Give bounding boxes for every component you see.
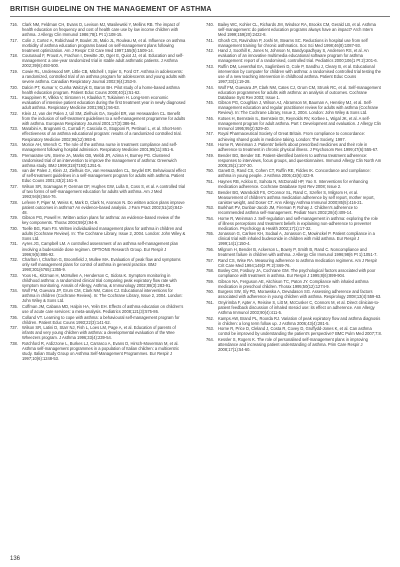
reference-number: 741. bbox=[206, 37, 214, 43]
reference-number: 726. bbox=[10, 168, 18, 174]
reference-entry bbox=[206, 258, 382, 268]
reference-text: Colin J, Cortez A, Robichaud P, Boulet JS, Malo JL, Rouleau M, et al. Influence on asthma morbidity of asthma education programs based on self-management plans following treatment optimization. Am J Respir Crit Care Med 1997;155(5):1509-14. bbox=[22, 37, 186, 53]
reference-number: 725. bbox=[10, 152, 18, 158]
reference-number: 734. bbox=[10, 288, 18, 294]
reference-text: Burkhart PV, Dunbar-Jacob JM, Fireman P, Rohay J. Children's adherence to recommended asthma self-management. Pediatr Nurs 2002;28(4):409-14. bbox=[218, 205, 358, 216]
reference-entry bbox=[10, 288, 186, 303]
reference-text: Couturaud F, Proust A, Frachon I, Dewitte JD, Oger E, Quiot JJ, et al. Education and self-management: a one-year randomized trial in stable adult asthmatic patients. J Asthma 2002;39(6):493-500. bbox=[22, 53, 184, 69]
reference-number: 733. bbox=[10, 272, 18, 278]
reference-number: 755. bbox=[206, 231, 214, 237]
reference-entry bbox=[10, 153, 186, 168]
reference-number: 740. bbox=[206, 22, 214, 27]
reference-entry bbox=[206, 38, 382, 48]
reference-text: Gibson PG, Coughlan J, Wilson AJ, Abramson M, Bauman A, Hensley MJ, et al. Self-management education and regular practitioner review for adults with asthma (Cochrane Review). In: The Cochrane Library, Issue 2, 2004. London: John Wiley & Sons Ltd. bbox=[218, 100, 379, 116]
reference-text: Ruffin DM, Leventhal EA, Saglimbeni D, Cole P, Sandhu J, Cleary B, et al. Educational intervention by computer for children with asthma: a randomised controlled trial testing the use of a new teaching intervention in childhood asthma. Patient Educ Couns 1997;33(1):19-28. bbox=[218, 63, 381, 85]
reference-entry bbox=[10, 241, 186, 256]
reference-text: Yoos HL, Kitzman H, McMullen A, Henderson C, Sidora K. Symptom monitoring in childhood asthma: a randomized clinical trial comparing peak expiratory flow rate with symptom monitoring. Annals of Allergy, Asthma, & Immunology 2002;88(3):283-91. bbox=[22, 272, 177, 288]
reference-text: van der Palen J, Klein JJ, Zielhuis GA, van Herwaarden CL, Seydel ER. Behavioural effect of self-treatment guidelines in a self-management program for adults with asthma. Patient Educ Couns 2001;43(2):161-9. bbox=[22, 168, 186, 184]
reference-entry bbox=[10, 315, 186, 325]
reference-number: 723. bbox=[10, 126, 18, 132]
reference-text: Rotchford R, Ardizzone L, Burkes LJ, Carrasco A, Evans D, Hirsch-Moverman M, et al. Asthma self-management programmes in a population of Italian children: a multicentric study. Italian Study Group on Asthma Self-Management Programmes. Eur Respir J 1997;10(6):1248-53. bbox=[22, 340, 180, 361]
reference-entry bbox=[206, 116, 382, 131]
reference-number: 753. bbox=[206, 205, 214, 211]
reference-entry bbox=[10, 22, 186, 37]
reference-entry bbox=[10, 257, 186, 272]
reference-entry bbox=[10, 184, 186, 199]
reference-entry bbox=[10, 304, 186, 314]
reference-number: 731. bbox=[10, 241, 18, 247]
reference-entry bbox=[206, 337, 382, 352]
reference-number: 757. bbox=[206, 257, 214, 263]
reference-entry bbox=[10, 111, 186, 126]
reference-text: Ayres JG, Campbell LM. A controlled assessment of an asthma self-management plan involving a budesonide dose regimen. OPTIONS Research Group. Eur Respir J 1996;9(5):886-92. bbox=[22, 241, 179, 257]
reference-column-left bbox=[10, 22, 186, 362]
reference-number: 729. bbox=[10, 215, 18, 221]
reference-number: 720. bbox=[10, 84, 18, 90]
reference-number: 735. bbox=[10, 304, 18, 310]
reference-entry bbox=[206, 142, 382, 152]
reference-number: 744. bbox=[206, 84, 214, 90]
reference-number: 747. bbox=[206, 131, 214, 137]
reference-entry bbox=[206, 190, 382, 205]
reference-entry bbox=[10, 273, 186, 288]
reference-entry bbox=[10, 325, 186, 340]
reference-text: Bosley CM, Fosbury JA, Cochrane GM. The psychological factors associated with poor compliance with treatment in asthma. Eur Respir J 1995;8(6):899-904. bbox=[218, 268, 376, 279]
reference-text: Bailey WC, Kohler CL, Richards JM, Windsor RA, Brooks CM, Gerald LB, et al. Asthma self-management: do patient education programs always have an impact? Arch Intern Med 1999;159(20):2422-8. bbox=[218, 22, 376, 38]
reference-number: 737. bbox=[10, 325, 18, 331]
reference-text: Haynes RB, Ackloo E, Sahota N, McDonald HP, Yao X. Interventions for enhancing medication adherence. Cochrane Database Syst Rev 2008; Issue 2. bbox=[218, 178, 368, 189]
reference-entry bbox=[10, 168, 186, 183]
page-number: 136 bbox=[10, 556, 21, 562]
reference-entry bbox=[10, 85, 186, 95]
reference-number: 754. bbox=[206, 215, 214, 221]
reference-number: 736. bbox=[10, 314, 18, 320]
reference-entry bbox=[206, 179, 382, 189]
reference-number: 763. bbox=[206, 326, 214, 332]
reference-number: 751. bbox=[206, 178, 214, 184]
reference-number: 748. bbox=[206, 142, 214, 148]
reference-number: 762. bbox=[206, 315, 214, 321]
reference-text: Klein JJ, van der Palen J, Uil SM, Zielhuis GA, Seydel ER, van Herwaarden CL. Benefit from the inclusion of self-treatment guidelines to a self-management programme for adults with asthma. European Respiratory Journal 2001;17(3):386-94. bbox=[22, 110, 186, 126]
reference-entry bbox=[10, 226, 186, 241]
reference-text: Royal Pharmaceutical Society of Great Britain. From compliance to concordance: achieving shared goals in medicine taking. London: The Society, 1997. bbox=[218, 131, 365, 142]
reference-entry bbox=[10, 69, 186, 84]
reference-text: Ganett D, Rand CS, Cohen CT, Ruffin RE, Fiddes IK. Concordance and compliance: asthma in young people. J Asthma 2005;42(6):423-9. bbox=[218, 168, 371, 179]
reference-text: Clark NM, Feldman CH, Evans D, Levison MJ, Wasilewski Y, Mellins RB. The impact of health education on frequency and cost of health care use by low income children with asthma. J Allergy Clin Immunol 1986;78(1 Pt 1):108-15. bbox=[22, 22, 180, 38]
reference-number: 760. bbox=[206, 289, 214, 295]
reference-text: Jonasson G, Carlsen KH, Sodaal A, Jonasson C, Mowinckel P. Patient compliance in a clinical trial with inhaled budesonide in children with mild asthma. Eur Respir J 1999;14(1):150-4. bbox=[218, 231, 375, 247]
reference-entry bbox=[206, 64, 382, 84]
reference-entry bbox=[206, 22, 382, 37]
reference-text: Charlton I, Charlton G, Broomfield J, Mullee MA. Evaluation of peak flow and symptoms only self management plans for control of asthma in general practice. BMJ 1990;301(6765):1355-9. bbox=[22, 257, 181, 273]
reference-number: 730. bbox=[10, 225, 18, 231]
reference-number: 738. bbox=[10, 340, 18, 346]
reference-entry bbox=[10, 142, 186, 152]
reference-number: 759. bbox=[206, 278, 214, 284]
reference-text: Rand CS, Wise RA. Measuring adherence to asthma medication regimens. Am J Respir Crit Care Med 1994;149(2 Pt 2):S69-76. bbox=[218, 257, 378, 268]
reference-entry bbox=[206, 289, 382, 299]
reference-entry bbox=[206, 168, 382, 178]
running-header bbox=[0, 0, 400, 18]
reference-text: Kauppinen R, Vilkka V, Sintonen H, Klaukka T, Tukiainen H. Long-term economic evaluation of intensive patient education during the first treatment year in newly diagnosed adult asthma. Respiratory Medicine 2001;95(1):56-63. bbox=[22, 95, 186, 111]
reference-number: 746. bbox=[206, 115, 214, 121]
reference-number: 722. bbox=[10, 110, 18, 116]
reference-number: 745. bbox=[206, 100, 214, 106]
reference-text: Premaratne UN, Sterne JA, Marks GB, Webb JR, Azima H, Burney PG. Clustered randomised trial of an intervention to improve the management of asthma: Greenwich asthma study. BMJ 1999;318(7193):1251-5. bbox=[22, 152, 177, 168]
reference-text: Lefevre F, Piper M, Weiss K, Mark D, Clark N, Aronson N. Do written action plans improve patient outcomes in asthma? An evidence-based analysis. J Fam Pract 2002;51(10):842-48. bbox=[22, 199, 185, 215]
reference-number: 717. bbox=[10, 37, 18, 43]
reference-entry bbox=[10, 53, 186, 68]
reference-number: 727. bbox=[10, 183, 18, 189]
reference-text: Dalcin PT, Kumar V, Cunha Walczyk G, Baron BH. Pilot study of a home-based asthma health education program. Patient Educ Couns 2000;40(1):51-62. bbox=[22, 84, 180, 95]
reference-number: 743. bbox=[206, 63, 214, 69]
reference-number: 721. bbox=[10, 95, 18, 101]
reference-entry bbox=[206, 85, 382, 100]
reference-text: Wolf FM, Guevara JP, Grum CM, Clark NM, Cates CJ. Educational interventions for asthma in children (Cochrane Review). In: The Cochrane Library, Issue 2, 2004. London: John Wiley & Sons Ltd. bbox=[22, 288, 183, 304]
reference-number: 750. bbox=[206, 168, 214, 174]
reference-text: Colland VT. Learning to cope with asthma: a behavioural self-management program for children. Patient Educ Couns 1993;22(3):141-52. bbox=[22, 314, 180, 325]
reference-text: Gibson PG, Powell H. Written action plans for asthma: an evidence-based review of the key components. Thorax 2004;59(2):94-9. bbox=[22, 215, 181, 226]
reference-text: Horne R, Weinman J. Self-regulation and self-management in asthma: exploring the role of illness perceptions and treatment beliefs in explaining non-adherence to preventer medication. Psychology & Health 2002;17(1):17-32. bbox=[218, 215, 378, 231]
reference-entry bbox=[206, 205, 382, 215]
reference-text: Wolf FM, Guevara JP, Clark NM, Cates CJ, Grum CM, Strunk RC, et al. Self-management education programmes for adults with asthma: an analysis of outcomes. Cochrane Database Syst Rev 2003; Issue 1. bbox=[218, 84, 381, 100]
reference-number: 764. bbox=[206, 336, 214, 342]
reference-text: Wilson SR, Latini D, Starr NJ, Fish L, Loes LM, Page A, et al. Education of parents of infants and very young children with asthma: a developmental evaluation of the Wee Wheezers program. J Asthma 1996;33(4):239-54. bbox=[22, 325, 176, 341]
reference-number: 719. bbox=[10, 68, 18, 74]
reference-number: 752. bbox=[206, 189, 214, 195]
reference-entry bbox=[206, 316, 382, 326]
reference-entry bbox=[206, 231, 382, 246]
reference-entry bbox=[10, 126, 186, 141]
reference-text: Bender BG, Bender SE. Patient-identified barriers to asthma treatment adherence: responses to interviews, focus groups, and questionnaires. Immunol Allergy Clin North Am 2005;25(1):107-30. bbox=[218, 152, 382, 168]
reference-entry bbox=[206, 153, 382, 168]
reference-number: 761. bbox=[206, 299, 214, 305]
reference-text: Burgess SW, Sly PD, Morawska A, Devadason SG. Assessing adherence and factors associated with adherence in young children with asthma. Respirology 2008;13(4):559-63. bbox=[218, 289, 382, 300]
reference-entry bbox=[10, 341, 186, 361]
reference-number: 742. bbox=[206, 48, 214, 54]
reference-number: 718. bbox=[10, 53, 18, 59]
reference-entry bbox=[206, 100, 382, 115]
reference-entry bbox=[206, 268, 382, 278]
reference-entry bbox=[206, 247, 382, 257]
reference-number: 728. bbox=[10, 199, 18, 205]
reference-text: Ghosh CS, Ravindran P, Joshi M, Stearns SC. Reductions in hospital use from self management training for chronic asthmatics. Soc Sci Med 1998;46(8):1087-93. bbox=[218, 37, 368, 48]
reference-number: 732. bbox=[10, 257, 18, 263]
reference-entry bbox=[206, 279, 382, 289]
reference-entry bbox=[206, 216, 382, 231]
reference-number: 716. bbox=[10, 22, 18, 27]
reference-entry bbox=[10, 38, 186, 53]
reference-text: Horne R, Price D, Cleland J, Costa R, Covey D, Gruffydd-Jones K, et al. Can asthma control be improved by understanding the patient's perspective? BMC Pulm Med 2007;7:8. bbox=[218, 326, 382, 337]
reference-text: Cowie RL, Underwood MF, Little CB, Mitchell I, Spier S, Ford GT. Asthma in adolescents: a randomized, controlled trial of an asthma program for adolescents and young adults with severe asthma. Canadian Respiratory Journal 2002;9(4):253-9. bbox=[22, 68, 186, 85]
reference-text: Marabini A, Brugnami G, Curradi F, Casciola G, Stopponi R, Pettinari L, et al. Short-term effectiveness of an asthma educational program: results of a randomized controlled trial. Respiratory Medicine 2002;96(12):993-8. bbox=[22, 126, 182, 142]
running-header-title: BRITISH GUIDELINE ON THE MANAGEMENT OF ASTHMA bbox=[10, 6, 212, 13]
reference-text: Gibson NA, Ferguson AE, Aitchison TC, Paton JY. Compliance with inhaled asthma medication in preschool children. Thorax 1995;50(12):1274-9. bbox=[218, 278, 369, 289]
reference-number: 749. bbox=[206, 152, 214, 158]
reference-text: Kamps AW, Brand PL, Roorda RJ. Variation of peak expiratory flow and asthma diagnosis in children: a long term follow up. J Asthma 2006;43(4):281-5. bbox=[218, 315, 381, 326]
reference-text: Coffman JM, Cabana MD, Halpin HA, Yelin EH. Effects of asthma education on children's use of acute care services: a meta-analysis. Pediatrics 2008;121(3):575-86. bbox=[22, 304, 184, 315]
reference-entry bbox=[206, 131, 382, 141]
header-divider bbox=[10, 16, 390, 17]
reference-text: Wilson SR, Scamagas P, German DF, Hughes GW, Lulla S, Coss S, et al. A controlled trial of two forms of self-management education for adults with asthma. Am J Med 1993;94(6):564-76. bbox=[22, 183, 186, 200]
reference-text: Toelle BG, Ram FS. Written individualised management plans for asthma in children and adults (Cochrane Review). In: The Cochrane Library, Issue 2, 2004. London: John Wiley & Sons Ltd. bbox=[22, 225, 186, 241]
reference-column-right bbox=[206, 22, 382, 352]
reference-number: 724. bbox=[10, 142, 18, 148]
reference-number: 758. bbox=[206, 268, 214, 274]
reference-text: Milgrom H, Bender B, Ackerson L, Bowry P, Smith B, Rand C. Noncompliance and treatment failure in children with asthma. J Allergy Clin Immunol 1996;98(6 Pt 1):1051-7. bbox=[218, 247, 378, 258]
reference-text: Hand J, Soothill K, Jones N, Johnson N, Bandyopadhyay S, Andersen RS, et al. An evaluation of an innovative multimedia educational software program for asthma management: report of a randomised, controlled trial. Pediatrics 2000;106(1 Pt 2):201-6. bbox=[218, 48, 378, 64]
reference-entry bbox=[206, 48, 382, 63]
reference-text: Kotses H, Bernstein IL, Bernstein DI, Reynolds RV, Korbee L, Wigal JK, et al. A self-management program for adult asthma. Part I: Development and evaluation. J Allergy Clin Immunol 1995;95(2):529-40. bbox=[218, 115, 381, 131]
reference-text: Horne R, Weinman J. Patients' beliefs about prescribed medicines and their role in adherence to treatment in chronic physical illness. J Psychosom Res 1999;47(6):555-67. bbox=[218, 142, 379, 153]
reference-number: 756. bbox=[206, 247, 214, 253]
reference-entry bbox=[206, 300, 382, 315]
reference-entry bbox=[206, 326, 382, 336]
reference-entry bbox=[10, 95, 186, 110]
reference-text: Bender BG, Wamboldt FS, O'Connor SL, Rand C, Szefler S, Milgrom H, et al. Measurement of children's asthma medication adherence by self report, mother report, canister weight, and Doser CT. Ann Allergy Asthma Immunol 2000;85(5):416-21. bbox=[218, 189, 375, 205]
reference-text: Onyirimba F, Apter A, Reisine S, Litt M, McCusker C, Connors M, et al. Direct clinician-to-patient feedback discussion of inhaled steroid use: its effect on adherence. Ann Allergy Asthma Immunol 2003;90(4):411-5. bbox=[218, 299, 380, 316]
reference-text: Morice AH, Wrench C. The role of the asthma nurse in treatment compliance and self-management following hospital admission. Respiratory Medicine 2001;95(11):851-6. bbox=[22, 142, 178, 153]
reference-text: Kessler S, Rogers K. The role of personalised self-management plans in improving attendance and increasing patient understanding of asthma. Prim Care Respir J 2008;17(1):54-60. bbox=[218, 336, 368, 352]
reference-entry bbox=[10, 215, 186, 225]
reference-entry bbox=[10, 200, 186, 215]
